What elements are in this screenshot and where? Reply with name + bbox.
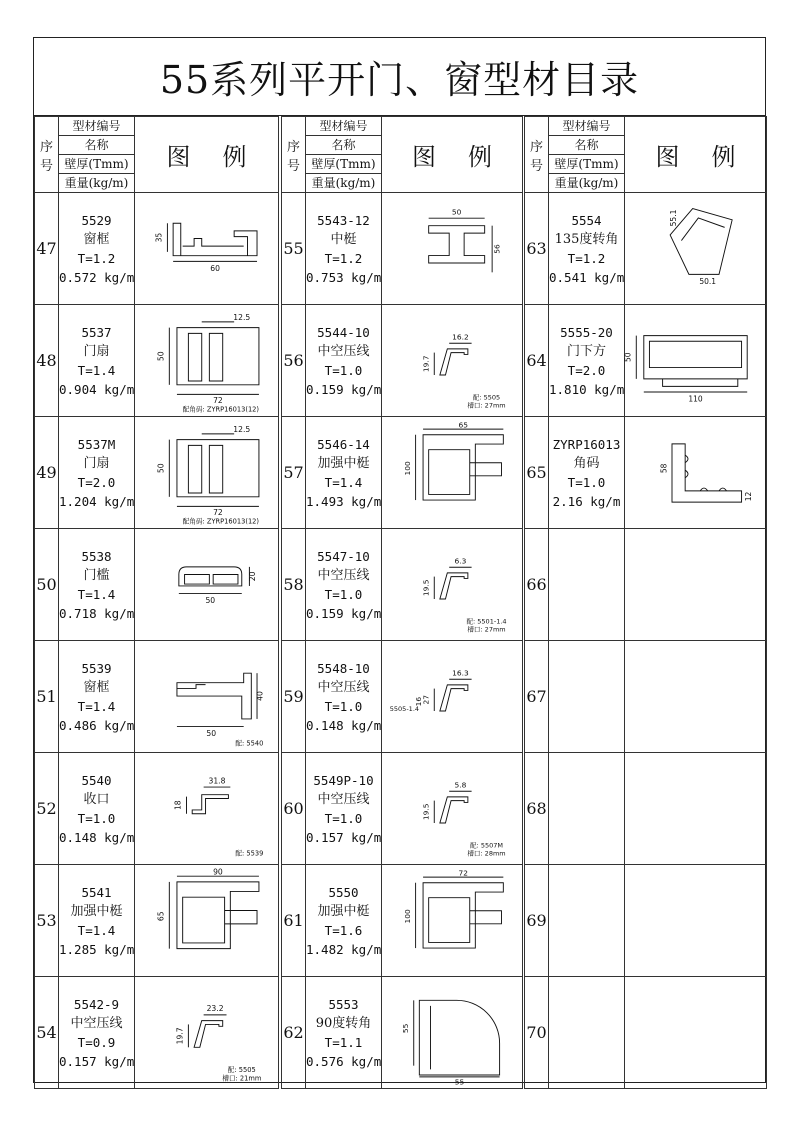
- profile-code: 5543-12: [317, 212, 370, 228]
- profile-info: [59, 641, 135, 753]
- profile-weight: 1.482 kg/m: [306, 941, 382, 957]
- dimension-label: 12: [743, 491, 753, 501]
- table-row: [35, 753, 279, 865]
- reinforced-mullion-profile-icon: [382, 866, 522, 976]
- dimension-label: 58: [659, 463, 669, 473]
- table-row: [282, 641, 523, 753]
- empty-figure: [625, 529, 767, 641]
- profile-name: 中梃: [330, 231, 357, 247]
- table-row: [282, 865, 523, 977]
- note-text: 配: 5501-1.4: [466, 616, 507, 625]
- door-bottom-profile-icon: [625, 306, 766, 416]
- dimension-label: 50: [451, 206, 462, 216]
- table-row: [282, 529, 523, 641]
- glazing-bead-profile-icon: [382, 530, 522, 640]
- profile-info: [306, 753, 382, 865]
- profile-weight: 0.718 kg/m: [59, 605, 135, 621]
- profile-code: 5541: [81, 884, 112, 900]
- table-row: [525, 641, 767, 753]
- dimension-label: 55: [401, 1023, 411, 1033]
- profile-figure: [625, 417, 767, 529]
- dimension-label: 16: [414, 696, 424, 706]
- row-number: 60: [282, 753, 306, 865]
- profile-info: [549, 193, 625, 305]
- note-text: 槽口: 27mm: [467, 625, 506, 634]
- profile-figure: [382, 529, 523, 641]
- profile-name: 收口: [83, 791, 110, 807]
- row-number: 70: [525, 977, 549, 1089]
- window-frame-profile-icon: [135, 642, 278, 752]
- table-row: [282, 417, 523, 529]
- profile-thickness: T=1.4: [77, 362, 116, 378]
- corner-90-profile-icon: [382, 978, 522, 1088]
- note-text: 配角码: ZYRP16013(12): [182, 517, 260, 526]
- profile-figure: [625, 305, 767, 417]
- profile-figure: [382, 865, 523, 977]
- profile-thickness: T=1.2: [77, 250, 116, 266]
- profile-name: 中空压线: [317, 791, 370, 807]
- header-figure-left: 图: [655, 143, 680, 171]
- profile-name: 窗框: [83, 231, 110, 247]
- profile-name: 加强中梃: [317, 455, 370, 471]
- dimension-label: 16.3: [452, 668, 469, 678]
- profile-thickness: T=1.4: [77, 698, 116, 714]
- profile-name: 门扇: [83, 455, 110, 471]
- dimension-label: 12.5: [233, 312, 251, 322]
- row-number: 51: [35, 641, 59, 753]
- dimension-label: 6.3: [454, 556, 467, 566]
- profile-weight: 0.159 kg/m: [306, 381, 382, 397]
- note-text: 配: 5505: [227, 1065, 256, 1074]
- profile-code: 5537M: [77, 436, 116, 452]
- profile-figure: [135, 977, 279, 1089]
- profile-code: 5546-14: [317, 436, 370, 452]
- profile-info: [306, 529, 382, 641]
- profile-weight: 2.16 kg/m: [552, 493, 621, 509]
- note-text: 配: 5540: [235, 739, 264, 748]
- row-number: 63: [525, 193, 549, 305]
- dimension-label: 50: [156, 350, 166, 361]
- catalog-column-1: [34, 116, 278, 1082]
- profile-figure: [382, 193, 523, 305]
- table-row: [35, 641, 279, 753]
- note-text: 槽口: 21mm: [222, 1074, 262, 1083]
- table-row: [282, 305, 523, 417]
- profile-thickness: T=1.0: [567, 474, 606, 490]
- row-number: 66: [525, 529, 549, 641]
- profile-weight: 0.157 kg/m: [59, 1053, 135, 1069]
- header-code: 型材编号: [549, 117, 625, 136]
- dimension-label: 12.5: [233, 424, 251, 434]
- profile-info: [306, 977, 382, 1089]
- table-row: [35, 529, 279, 641]
- profile-name: 门扇: [83, 343, 110, 359]
- reinforced-mullion-profile-icon: [382, 418, 522, 528]
- corner-bracket-profile-icon: [625, 418, 766, 528]
- profile-thickness: T=2.0: [567, 362, 606, 378]
- profile-name: 90度转角: [315, 1015, 372, 1031]
- row-number: 58: [282, 529, 306, 641]
- header-name: 名称: [549, 136, 625, 155]
- profile-info: [549, 305, 625, 417]
- profile-name: 中空压线: [70, 1015, 123, 1031]
- profile-figure: [135, 641, 279, 753]
- profile-info: [549, 417, 625, 529]
- profile-thickness: T=1.0: [324, 698, 363, 714]
- catalog-column-3: [524, 116, 766, 1082]
- profile-info: [59, 529, 135, 641]
- profile-thickness: T=1.4: [77, 586, 116, 602]
- profile-figure: [382, 417, 523, 529]
- table-row: [282, 753, 523, 865]
- glazing-bead-profile-icon: [382, 642, 522, 752]
- empty-info: [549, 529, 625, 641]
- row-number: 56: [282, 305, 306, 417]
- catalog-column-2: [281, 116, 522, 1086]
- row-number: 57: [282, 417, 306, 529]
- profile-weight: 0.159 kg/m: [306, 605, 382, 621]
- empty-figure: [625, 641, 767, 753]
- profile-info: [306, 417, 382, 529]
- page-title: 55系列平开门、窗型材目录: [159, 58, 640, 102]
- header-code: 型材编号: [306, 117, 382, 136]
- header-weight: 重量(kg/m): [306, 174, 382, 193]
- dimension-label: 55: [454, 1076, 465, 1086]
- glazing-bead-profile-icon: [135, 978, 278, 1088]
- dimension-label: 50: [156, 462, 166, 473]
- profile-thickness: T=1.6: [324, 922, 363, 938]
- row-number: 53: [35, 865, 59, 977]
- note-text: 配: 5505: [472, 392, 501, 401]
- table-row: [525, 865, 767, 977]
- profile-info: [59, 753, 135, 865]
- profile-weight: 0.753 kg/m: [306, 269, 382, 285]
- row-number: 48: [35, 305, 59, 417]
- mullion-profile-icon: [382, 194, 522, 304]
- profile-info: [306, 641, 382, 753]
- profile-weight: 0.904 kg/m: [59, 381, 135, 397]
- dimension-label: 90: [213, 866, 223, 876]
- header-figure-left: 图: [166, 143, 191, 171]
- profile-weight: 0.572 kg/m: [59, 269, 135, 285]
- reinforced-mullion-profile-icon: [135, 866, 278, 976]
- dimension-label: 50: [205, 595, 216, 605]
- header-figure: [135, 117, 279, 193]
- table-row: [282, 193, 523, 305]
- row-number: 65: [525, 417, 549, 529]
- header-figure-right: 例: [468, 143, 492, 171]
- profile-weight: 0.157 kg/m: [306, 829, 382, 845]
- note-text: 槽口: 28mm: [467, 849, 506, 858]
- profile-code: ZYRP16013: [552, 436, 621, 452]
- profile-weight: 0.148 kg/m: [306, 717, 382, 733]
- empty-info: [549, 977, 625, 1089]
- profile-code: 5553: [328, 996, 359, 1012]
- dimension-label: 20: [248, 571, 258, 581]
- profile-code: 5549P-10: [313, 772, 374, 788]
- glazing-bead-profile-icon: [382, 754, 522, 864]
- profile-figure: [382, 305, 523, 417]
- header-weight: 重量(kg/m): [549, 174, 625, 193]
- glazing-bead-profile-icon: [382, 306, 522, 416]
- row-number: 68: [525, 753, 549, 865]
- dimension-label: 65: [156, 910, 166, 921]
- profile-figure: [135, 753, 279, 865]
- row-number: 64: [525, 305, 549, 417]
- profile-name: 135度转角: [554, 231, 619, 247]
- note-text: 配: 5539: [235, 849, 264, 858]
- dimension-label: 19.5: [421, 802, 431, 820]
- dimension-label: 27: [421, 694, 431, 705]
- row-number: 67: [525, 641, 549, 753]
- header-no: 序号: [35, 117, 59, 193]
- profile-code: 5538: [81, 548, 112, 564]
- profile-info: [306, 193, 382, 305]
- profile-code: 5544-10: [317, 324, 370, 340]
- header-figure-right: 例: [711, 143, 736, 171]
- dimension-label: 55.1: [668, 209, 678, 226]
- profile-weight: 1.810 kg/m: [549, 381, 625, 397]
- profile-name: 加强中梃: [317, 903, 370, 919]
- profile-code: 5547-10: [317, 548, 370, 564]
- empty-figure: [625, 865, 767, 977]
- empty-info: [549, 753, 625, 865]
- table-row: [282, 977, 523, 1089]
- dimension-label: 50: [623, 351, 633, 362]
- row-number: 52: [35, 753, 59, 865]
- catalog-table: [524, 116, 767, 1089]
- profile-weight: 0.541 kg/m: [549, 269, 625, 285]
- table-row: [35, 417, 279, 529]
- profile-name: 门槛: [83, 567, 110, 583]
- header-figure: [625, 117, 767, 193]
- dimension-label: 18: [173, 799, 183, 810]
- profile-thickness: T=2.0: [77, 474, 116, 490]
- dimension-label: 19.5: [421, 578, 431, 596]
- profile-figure: [382, 641, 523, 753]
- profile-weight: 1.204 kg/m: [59, 493, 135, 509]
- profile-info: [59, 193, 135, 305]
- profile-code: 5537: [81, 324, 112, 340]
- dimension-label: 72: [213, 507, 223, 517]
- profile-thickness: T=1.0: [324, 810, 363, 826]
- header-figure-right: 例: [222, 143, 247, 171]
- profile-figure: [382, 753, 523, 865]
- table-row: [525, 417, 767, 529]
- profile-weight: 0.576 kg/m: [306, 1053, 382, 1069]
- profile-info: [59, 305, 135, 417]
- table-row: [525, 529, 767, 641]
- profile-info: [59, 865, 135, 977]
- profile-code: 5555-20: [560, 324, 613, 340]
- threshold-profile-icon: [135, 530, 278, 640]
- profile-thickness: T=1.4: [324, 474, 363, 490]
- table-row: [525, 305, 767, 417]
- dimension-label: 100: [403, 908, 412, 923]
- profile-name: 角码: [573, 455, 600, 471]
- profile-thickness: T=1.0: [324, 362, 363, 378]
- row-number: 47: [35, 193, 59, 305]
- row-number: 62: [282, 977, 306, 1089]
- dimension-label: 72: [458, 867, 468, 877]
- profile-weight: 1.493 kg/m: [306, 493, 382, 509]
- profile-code: 5539: [81, 660, 112, 676]
- header-figure-left: 图: [412, 143, 436, 171]
- corner-135-profile-icon: [625, 194, 766, 304]
- profile-code: 5529: [81, 212, 112, 228]
- note-text: 配角码: ZYRP16013(12): [182, 405, 260, 414]
- note-text: 5505-1.4: [389, 704, 420, 713]
- profile-info: [306, 865, 382, 977]
- profile-name: 窗框: [83, 679, 110, 695]
- profile-info: [306, 305, 382, 417]
- table-row: [525, 977, 767, 1089]
- table-row: [35, 977, 279, 1089]
- dimension-label: 40: [255, 690, 265, 701]
- header-thickness: 壁厚(Tmm): [549, 155, 625, 174]
- header-thickness: 壁厚(Tmm): [59, 155, 135, 174]
- header-name: 名称: [306, 136, 382, 155]
- dimension-label: 50: [206, 728, 217, 738]
- header-no: 序号: [282, 117, 306, 193]
- profile-thickness: T=1.2: [567, 250, 606, 266]
- profile-name: 门下方: [566, 343, 606, 359]
- header-figure: [382, 117, 523, 193]
- header-thickness: 壁厚(Tmm): [306, 155, 382, 174]
- dimension-label: 110: [688, 393, 703, 403]
- empty-info: [549, 865, 625, 977]
- window-frame-profile-icon: [135, 194, 278, 304]
- profile-name: 中空压线: [317, 567, 370, 583]
- dimension-label: 23.2: [206, 1003, 224, 1013]
- dimension-label: 60: [210, 263, 220, 273]
- dimension-label: 5.8: [454, 780, 467, 790]
- header-name: 名称: [59, 136, 135, 155]
- dimension-label: 19.7: [421, 354, 431, 372]
- empty-figure: [625, 753, 767, 865]
- dimension-label: 16.2: [452, 332, 469, 342]
- profile-name: 中空压线: [317, 679, 370, 695]
- header-no: 序号: [525, 117, 549, 193]
- profile-figure: [135, 865, 279, 977]
- profile-thickness: T=1.0: [324, 586, 363, 602]
- profile-code: 5554: [571, 212, 602, 228]
- dimension-label: 35: [154, 232, 164, 242]
- profile-thickness: T=1.1: [324, 1034, 363, 1050]
- profile-thickness: T=1.4: [77, 922, 116, 938]
- row-number: 55: [282, 193, 306, 305]
- profile-code: 5542-9: [73, 996, 120, 1012]
- profile-thickness: T=1.2: [324, 250, 363, 266]
- table-row: [525, 193, 767, 305]
- row-number: 49: [35, 417, 59, 529]
- row-number: 50: [35, 529, 59, 641]
- profile-figure: [135, 305, 279, 417]
- profile-figure: [135, 529, 279, 641]
- profile-thickness: T=0.9: [77, 1034, 116, 1050]
- empty-info: [549, 641, 625, 753]
- profile-code: 5550: [328, 884, 359, 900]
- profile-weight: 0.148 kg/m: [59, 829, 135, 845]
- profile-weight: 1.285 kg/m: [59, 941, 135, 957]
- dimension-label: 50.1: [699, 276, 717, 286]
- table-row: [35, 305, 279, 417]
- closing-strip-profile-icon: [135, 754, 278, 864]
- title-row: [34, 38, 765, 116]
- dimension-label: 72: [213, 395, 223, 405]
- profile-thickness: T=1.0: [77, 810, 116, 826]
- profile-figure: [625, 193, 767, 305]
- catalog-table: [281, 116, 523, 1089]
- note-text: 槽口: 27mm: [467, 401, 506, 410]
- door-sash-profile-icon: [135, 418, 278, 528]
- profile-name: 中空压线: [317, 343, 370, 359]
- dimension-label: 65: [458, 419, 468, 429]
- profile-figure: [135, 193, 279, 305]
- header-code: 型材编号: [59, 117, 135, 136]
- catalog-table: [34, 116, 279, 1089]
- profile-figure: [135, 417, 279, 529]
- row-number: 59: [282, 641, 306, 753]
- header-weight: 重量(kg/m): [59, 174, 135, 193]
- profile-info: [59, 417, 135, 529]
- profile-code: 5540: [81, 772, 112, 788]
- profile-figure: [382, 977, 523, 1089]
- table-row: [525, 753, 767, 865]
- door-sash-profile-icon: [135, 306, 278, 416]
- profile-name: 加强中梃: [70, 903, 123, 919]
- dimension-label: 19.7: [175, 1026, 185, 1044]
- row-number: 61: [282, 865, 306, 977]
- row-number: 54: [35, 977, 59, 1089]
- profile-weight: 0.486 kg/m: [59, 717, 135, 733]
- profile-code: 5548-10: [317, 660, 370, 676]
- catalog-page: [33, 37, 766, 1086]
- profile-info: [59, 977, 135, 1089]
- empty-figure: [625, 977, 767, 1089]
- dimension-label: 31.8: [208, 775, 226, 785]
- note-text: 配: 5507M: [470, 840, 504, 849]
- dimension-label: 56: [492, 243, 502, 254]
- dimension-label: 100: [403, 460, 412, 475]
- table-row: [35, 865, 279, 977]
- table-row: [35, 193, 279, 305]
- row-number: 69: [525, 865, 549, 977]
